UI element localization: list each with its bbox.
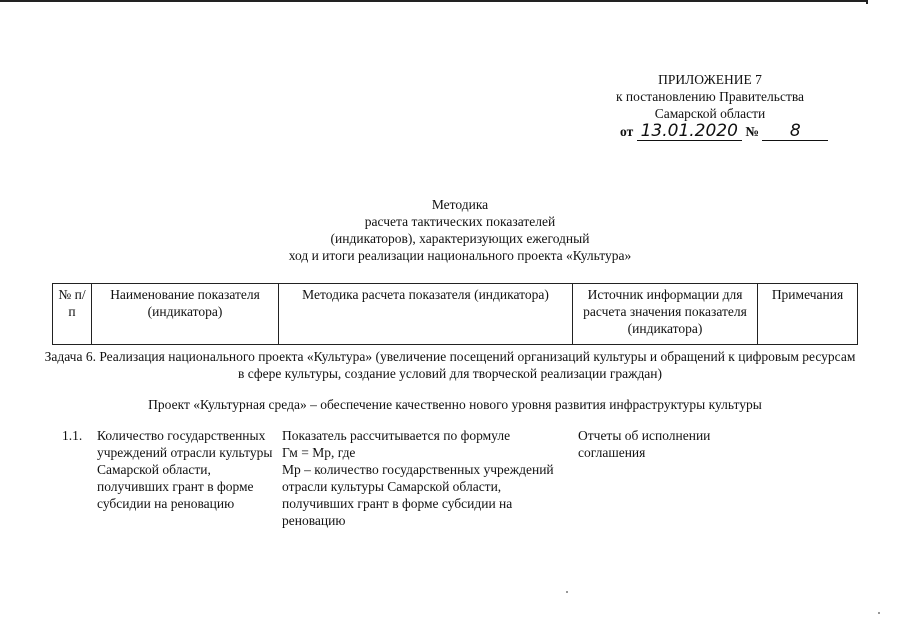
header-indicator-name: Наименование показателя (индикатора) bbox=[92, 284, 279, 345]
appendix-resolution: к постановлению Правительства bbox=[615, 89, 805, 104]
header-information-source: Источник информации для расчета значения показателя (индикатора) bbox=[573, 284, 758, 345]
title-line-2: расчета тактических показателей bbox=[364, 214, 556, 229]
method-definition: Мр – количество государственных учреждений отрасли культуры Самарской области, получивших грант в форме субсидии на реновацию bbox=[282, 462, 554, 528]
header-number: № п/п bbox=[53, 284, 92, 345]
date-number-line bbox=[620, 122, 828, 141]
indicator-table-header bbox=[52, 283, 858, 345]
method-formula: Гм = Мр, где bbox=[282, 445, 356, 460]
appendix-block bbox=[560, 71, 860, 122]
title-line-4: ход и итоги реализации национального проекта «Культура» bbox=[288, 248, 632, 263]
document-title bbox=[150, 196, 770, 264]
method-intro: Показатель рассчитывается по формуле bbox=[282, 428, 511, 443]
corner-border-line bbox=[866, 0, 868, 4]
top-border-line bbox=[0, 0, 866, 2]
scan-speck bbox=[566, 591, 568, 593]
appendix-title: ПРИЛОЖЕНИЕ 7 bbox=[658, 72, 762, 87]
row-calculation-method bbox=[282, 427, 574, 529]
handwritten-number: 8 bbox=[762, 122, 828, 141]
header-calculation-method: Методика расчета показателя (индикатора) bbox=[279, 284, 573, 345]
number-prefix: № bbox=[745, 124, 759, 139]
project-heading: Проект «Культурная среда» – обеспечение качественно нового уровня развития инфраструктуры культуры bbox=[148, 397, 762, 412]
handwritten-date: 13.01.2020 bbox=[637, 122, 742, 141]
row-information-source: Отчеты об исполнении соглашения bbox=[578, 428, 711, 460]
date-prefix: от bbox=[620, 124, 634, 139]
scan-speck bbox=[878, 612, 880, 614]
row-indicator-name: Количество государственных учреждений отрасли культуры Самарской области, получивших грант в форме субсидии на реновацию bbox=[97, 428, 273, 511]
row-number: 1.1. bbox=[62, 428, 83, 443]
appendix-region: Самарской области bbox=[654, 106, 766, 121]
header-row bbox=[53, 284, 858, 345]
title-line-1: Методика bbox=[431, 197, 489, 212]
header-notes: Примечания bbox=[758, 284, 858, 345]
title-line-3: (индикаторов), характеризующих ежегодный bbox=[330, 231, 590, 246]
task-heading: Задача 6. Реализация национального проекта «Культура» (увеличение посещений организаций культуры и обращений к цифровым ресурсам в сфере культуры, создание условий для творческой реализации граждан) bbox=[44, 349, 856, 381]
